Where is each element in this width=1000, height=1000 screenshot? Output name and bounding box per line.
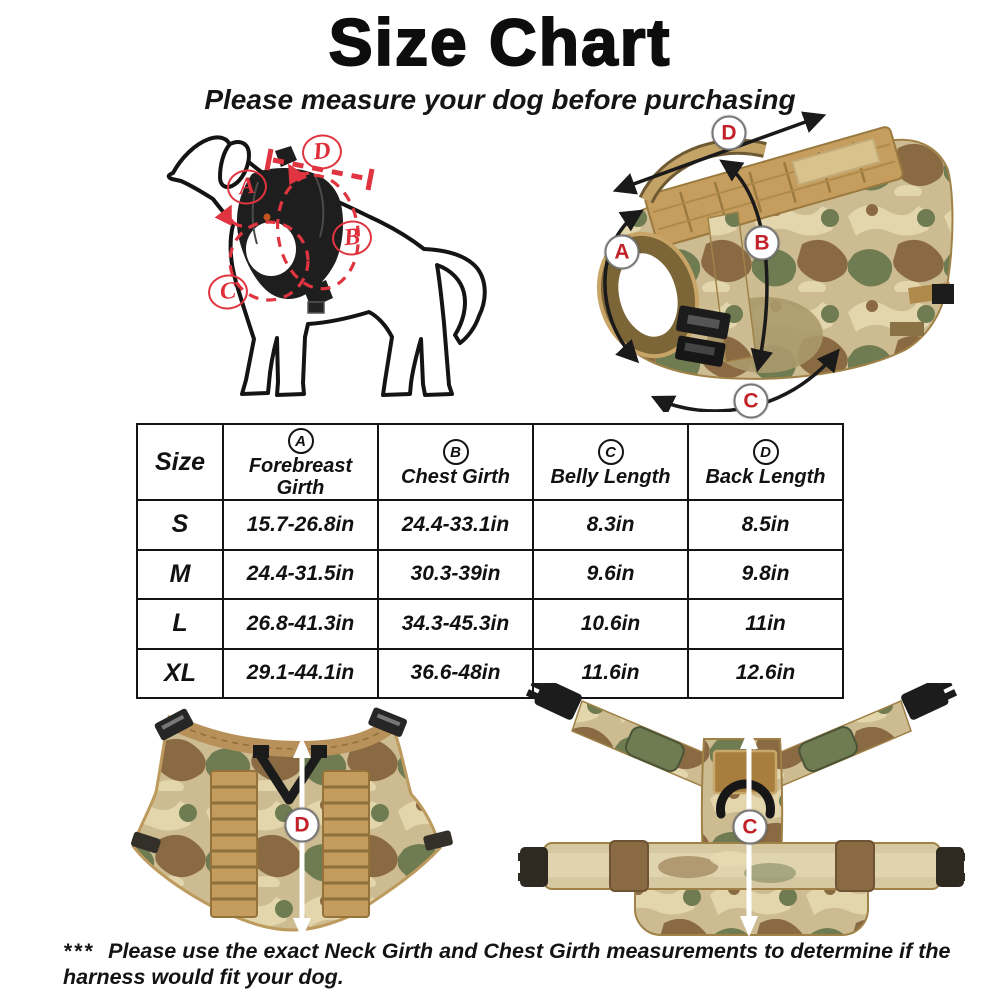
value-cell: 8.3in [533,500,688,550]
topview-label-d: D [285,808,320,843]
circled-letter-a: A [288,428,314,454]
dog-label-c: C [206,273,249,312]
band-slider-right [836,841,874,891]
molle-strip-right [323,771,369,917]
note-stars: *** [63,939,95,963]
underside-body [518,683,965,935]
harness-label-c: C [734,384,769,419]
size-cell: XL [137,649,223,699]
value-cell: 8.5in [688,500,843,550]
underside-label-c: C [733,810,768,845]
table-row-l [137,599,843,649]
size-cell: L [137,599,223,649]
tip-buckle-right [900,683,959,721]
table-row-s [137,500,843,550]
page-title: Size Chart [328,5,672,79]
measurement-note [63,938,953,990]
harness-label-b: B [745,226,780,261]
band-buckle-right [936,847,965,887]
table-row-m [137,550,843,600]
size-table [136,423,844,699]
dog-label-a: A [225,168,268,207]
harness-label-a: A [605,235,640,270]
tip-buckle-left [524,683,583,721]
table-header-row [137,424,843,500]
molle-strip-left [211,771,257,917]
col-header-back: D Back Length [688,424,843,500]
circled-letter-c: C [598,439,624,465]
col-header-belly: C Belly Length [533,424,688,500]
value-cell: 29.1-44.1in [223,649,378,699]
buckle-accent [264,214,271,221]
col-header-size: Size [154,447,206,476]
value-cell: 9.8in [688,550,843,600]
size-cell: M [137,550,223,600]
page-subtitle: Please measure your dog before purchasing [204,84,796,115]
dog-label-b: B [330,219,373,258]
dog-label-d: D [300,133,343,172]
size-cell: S [137,500,223,550]
value-cell: 12.6in [688,649,843,699]
value-cell: 11.6in [533,649,688,699]
value-cell: 24.4-33.1in [378,500,533,550]
value-cell: 34.3-45.3in [378,599,533,649]
band-slider-left [610,841,648,891]
strap-pad-right [797,724,860,773]
value-cell: 15.7-26.8in [223,500,378,550]
note-text: Please use the exact Neck Girth and Chest Girth measurements to determine if the harness would fit your dog. [63,939,951,989]
value-cell: 24.4-31.5in [223,550,378,600]
harness-label-d: D [712,116,747,151]
value-cell: 9.6in [533,550,688,600]
col-header-chest: B Chest Girth [378,424,533,500]
strap-pad-left [623,724,686,773]
circled-letter-b: B [443,439,469,465]
circled-letter-d: D [753,439,779,465]
value-cell: 30.3-39in [378,550,533,600]
col-header-forebreast: A Forebreast Girth [223,424,378,500]
value-cell: 10.6in [533,599,688,649]
band-buckle-left [518,847,548,887]
value-cell: 26.8-41.3in [223,599,378,649]
value-cell: 36.6-48in [378,649,533,699]
value-cell: 11in [688,599,843,649]
